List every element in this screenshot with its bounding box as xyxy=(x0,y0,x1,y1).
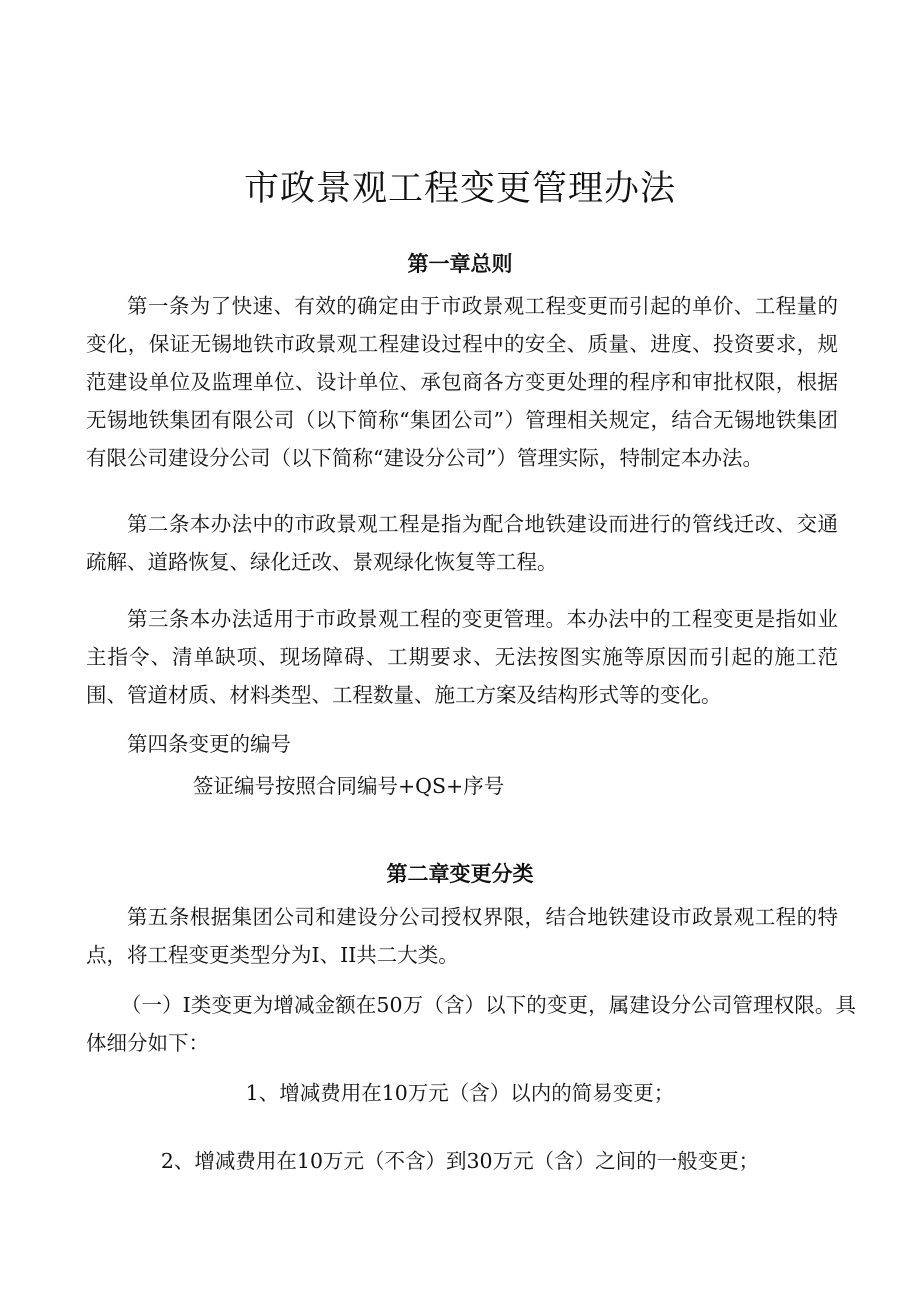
chapter-2-heading: 第二章变更分类 xyxy=(386,862,534,886)
chapter-1-heading: 第一章总则 xyxy=(407,252,513,276)
category-1: （一）I类变更为增减金额在50万（含）以下的变更，属建设分公司管理权限。具体细分如下： xyxy=(86,993,856,1055)
list-item-2: 2、增减费用在10万元（不含）到30万元（含）之间的一般变更； xyxy=(160,1149,760,1173)
article-5: 第五条根据集团公司和建设分公司授权界限，结合地铁建设市政景观工程的特点，将工程变更类型分为I、II共二大类。 xyxy=(86,905,838,967)
article-1: 第一条为了快速、有效的确定由于市政景观工程变更而引起的单价、工程量的变化，保证无锡地铁市政景观工程建设过程中的安全、质量、进度、投资要求，规范建设单位及监理单位、设计单位、承包商各方变更处理的程序和审批权限，根据无锡地铁集团有限公司（以下简称“集团公司”）管理相关规定，结合无锡地铁集团有限公司建设分公司（以下简称“建设分公司”）管理实际，特制定本办法。 xyxy=(86,294,838,470)
document-title: 市政景观工程变更管理办法 xyxy=(243,169,676,209)
article-4-heading: 第四条变更的编号 xyxy=(127,732,291,756)
article-3: 第三条本办法适用于市政景观工程的变更管理。本办法中的工程变更是指如业主指令、清单缺项、现场障碍、工期要求、无法按图实施等原因而引起的施工范围、管道材质、材料类型、工程数量、施工方案及结构形式等的变化。 xyxy=(86,607,838,707)
article-4-body: 签证编号按照合同编号+QS+序号 xyxy=(193,774,505,798)
list-item-1: 1、增减费用在10万元（含）以内的简易变更； xyxy=(245,1081,675,1105)
article-2: 第二条本办法中的市政景观工程是指为配合地铁建设而进行的管线迁改、交通疏解、道路恢复、绿化迁改、景观绿化恢复等工程。 xyxy=(86,512,838,574)
